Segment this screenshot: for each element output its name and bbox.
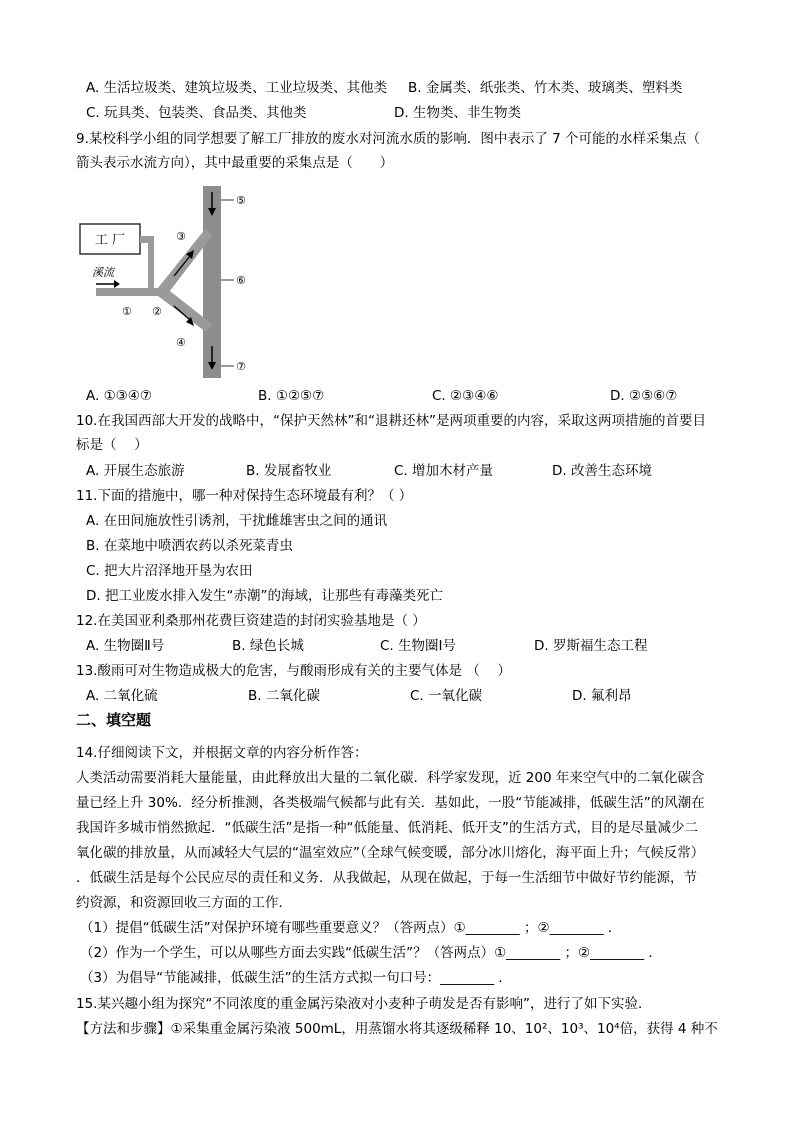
q14-para-line2: 量已经上升 30%．经分析推测，各类极端气候都与此有关．基如此，一股“节能减排，低碳生活”的风潮在 xyxy=(76,795,705,811)
q12-stem: 12.在美国亚利桑那州花费巨资建造的封闭实验基地是（ ） xyxy=(76,613,426,629)
q14-sub-3: （3）为倡导“节能减排，低碳生活”的生活方式拟一句口号：________ ． xyxy=(80,970,512,986)
q12-option-d: D. 罗斯福生态工程 xyxy=(534,638,648,654)
q14-stem: 14.仔细阅读下文，并根据文章的内容分析作答： xyxy=(76,745,368,761)
factory-pipe-drop xyxy=(148,236,154,292)
q14-para-line3: 我国许多城市悄然掀起．“低碳生活”是指一种“低能量、低消耗、低开支”的生活方式，目的是尽量减少二 xyxy=(76,820,698,836)
q14-sub-1: （1）提倡“低碳生活”对保护环境有哪些重要意义？（答两点）①________ ；②________ ． xyxy=(80,920,622,936)
point-4-label: ④ xyxy=(176,336,186,349)
q13-option-c: C. 一氧化碳 xyxy=(410,688,483,704)
q10-option-d: D. 改善生态环境 xyxy=(552,463,652,479)
point-2-label: ② xyxy=(152,305,162,318)
q9-stem-line1: 9.某校科学小组的同学想要了解工厂排放的废水对河流水质的影响．图中表示了 7 个可能的水样采集点（ xyxy=(76,131,701,147)
stream-label: 溪流 xyxy=(92,266,114,279)
q8-option-c: C. 玩具类、包装类、食品类、其他类 xyxy=(86,105,307,121)
q14-para-line1: 人类活动需要消耗大量能量，由此释放出大量的二氧化碳．科学家发现，近 200 年来空气中的二氧化碳含 xyxy=(76,770,705,786)
q9-option-c: C. ②③④⑥ xyxy=(432,388,499,404)
q11-option-d: D. 把工业废水排入发生“赤潮”的海域，让那些有毒藻类死亡 xyxy=(86,588,443,604)
q9-water-sampling-diagram xyxy=(76,184,276,384)
q11-option-c: C. 把大片沼泽地开垦为农田 xyxy=(86,563,253,579)
q10-option-c: C. 增加木材产量 xyxy=(394,463,494,479)
point-3-label: ③ xyxy=(176,230,186,243)
q13-option-a: A. 二氧化硫 xyxy=(86,688,158,704)
q12-option-b: B. 绿色长城 xyxy=(232,638,304,654)
q8-option-d: D. 生物类、非生物类 xyxy=(394,105,521,121)
q8-option-a: A. 生活垃圾类、建筑垃圾类、工业垃圾类、其他类 xyxy=(86,80,388,96)
q9-stem-line2: 箭头表示水流方向），其中最重要的采集点是（ ） xyxy=(76,155,394,171)
q14-para-line4: 氧化碳的排放量，从而减轻大气层的“温室效应”（全球气候变暖，部分冰川熔化，海平面上升；气候反常） xyxy=(76,845,705,861)
q14-sub-2: （2）作为一个学生，可以从哪些方面去实践“低碳生活”？（答两点）①________ ；②________ ． xyxy=(80,945,662,961)
q10-stem-line2: 标是（ ） xyxy=(76,437,148,453)
section-title-fill-in: 二、填空题 xyxy=(76,711,152,729)
q13-option-d: D. 氟利昂 xyxy=(572,688,632,704)
q11-option-b: B. 在菜地中喷洒农药以杀死菜青虫 xyxy=(86,538,293,554)
q14-para-line6: 约资源，和资源回收三方面的工作． xyxy=(76,895,292,911)
q13-option-b: B. 二氧化碳 xyxy=(248,688,320,704)
factory-label: 工 厂 xyxy=(94,233,126,248)
q9-option-d: D. ②⑤⑥⑦ xyxy=(610,388,678,404)
point-5-label: ⑤ xyxy=(236,194,246,207)
stream-arrow-head xyxy=(114,280,120,288)
point-6-label: ⑥ xyxy=(236,274,246,287)
q15-method: 【方法和步骤】①采集重金属污染液 500mL，用蒸馏水将其逐级稀释 10、10²、10³、10⁴倍，获得 4 种不 xyxy=(76,1021,718,1037)
point-7-label: ⑦ xyxy=(236,360,246,373)
q10-option-a: A. 开展生态旅游 xyxy=(86,463,185,479)
q9-option-a: A. ①③④⑦ xyxy=(86,388,152,404)
q12-option-a: A. 生物圈Ⅱ号 xyxy=(86,638,165,654)
q10-stem-line1: 10.在我国西部大开发的战略中，“保护天然林”和“退耕还林”是两项重要的内容，采取这两项措施的首要目 xyxy=(76,413,706,429)
q15-stem: 15.某兴趣小组为探究“不同浓度的重金属污染液对小麦种子萌发是否有影响”，进行了如下实验． xyxy=(76,996,652,1012)
q11-stem: 11.下面的措施中，哪一种对保持生态环境最有利？（ ） xyxy=(76,488,413,504)
q13-stem: 13.酸雨可对生物造成极大的危害，与酸雨形成有关的主要气体是 （ ） xyxy=(76,663,512,679)
q12-option-c: C. 生物圈Ⅰ号 xyxy=(380,638,456,654)
q14-para-line5: ．低碳生活是每个公民应尽的责任和义务．从我做起，从现在做起，于每一生活细节中做好节约能源，节 xyxy=(76,870,697,886)
q11-option-a: A. 在田间施放性引诱剂，干扰雌雄害虫之间的通讯 xyxy=(86,513,388,529)
q10-option-b: B. 发展畜牧业 xyxy=(246,463,332,479)
q8-option-b: B. 金属类、纸张类、竹木类、玻璃类、塑料类 xyxy=(408,80,683,96)
q9-option-b: B. ①②⑤⑦ xyxy=(258,388,325,404)
point-1-label: ① xyxy=(122,305,132,318)
